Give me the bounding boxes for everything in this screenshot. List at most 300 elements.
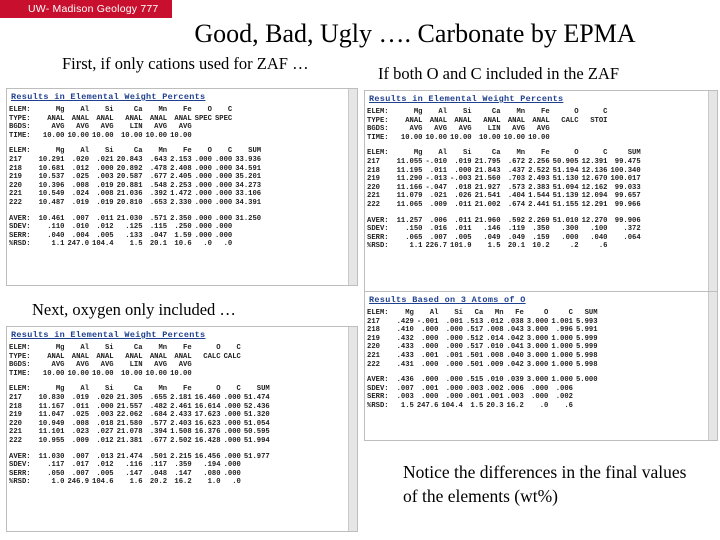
table-cell: .011 bbox=[96, 214, 114, 223]
table-cell: .000 bbox=[445, 360, 463, 369]
table-cell: ANAL bbox=[174, 114, 192, 123]
table-cell: 10.00 bbox=[145, 369, 168, 378]
table-cell: %RSD: bbox=[9, 478, 31, 487]
table-cell: .653 bbox=[149, 198, 168, 207]
table-cell: .000 bbox=[214, 164, 233, 173]
table-cell: .410 bbox=[396, 326, 414, 335]
table-cell: .573 bbox=[507, 183, 526, 192]
table-cell: Si bbox=[104, 385, 114, 394]
table-cell: %RSD: bbox=[367, 401, 389, 410]
table-cell: .110 bbox=[47, 223, 65, 232]
table-cell: 222 bbox=[367, 200, 380, 209]
table-cell: 21.927 bbox=[474, 183, 501, 192]
table-cell: 20.2 bbox=[149, 478, 168, 487]
table-cell: 21.305 bbox=[116, 393, 143, 402]
table-cell bbox=[224, 361, 244, 370]
table-cell: 12.391 bbox=[581, 157, 608, 166]
table-cell: .000 bbox=[194, 164, 212, 173]
table-cell: SUM bbox=[248, 147, 262, 156]
table-cell: Ca bbox=[133, 344, 143, 352]
table-cell: CALC bbox=[561, 116, 579, 125]
table-row bbox=[367, 343, 601, 352]
table-cell: Mg bbox=[413, 149, 423, 158]
table-cell: .004 bbox=[71, 231, 90, 240]
table-cell: 220 bbox=[367, 343, 380, 352]
table-cell: AVG bbox=[409, 125, 423, 134]
table-cell: .429 bbox=[396, 317, 414, 326]
table-cell: AVER: bbox=[9, 214, 31, 223]
table-cell: Al bbox=[438, 149, 448, 158]
table-cell: .6 bbox=[564, 401, 573, 410]
table-cell: .372 bbox=[623, 225, 641, 234]
table-cell: .115 bbox=[149, 223, 168, 232]
table-cell: AVG bbox=[100, 123, 114, 132]
table-cell bbox=[235, 223, 264, 232]
results-grid bbox=[367, 108, 644, 251]
table-cell: O bbox=[216, 344, 221, 352]
table-cell: Fe bbox=[183, 385, 192, 394]
table-cell: 10.00 bbox=[170, 131, 192, 140]
table-cell: 16.376 bbox=[194, 428, 221, 437]
table-cell: .000 bbox=[214, 190, 233, 199]
table-cell: .000 bbox=[194, 173, 212, 182]
table-spacer bbox=[9, 140, 264, 147]
table-cell: 10.00 bbox=[120, 131, 143, 140]
table-cell: .674 bbox=[507, 200, 526, 209]
table-cell: .119 bbox=[507, 225, 526, 234]
table-cell: 2.493 bbox=[528, 175, 550, 184]
table-cell: Mn bbox=[516, 149, 526, 158]
table-cell: Si bbox=[104, 147, 114, 156]
table-cell: 10.00 bbox=[42, 369, 65, 378]
table-column-header bbox=[367, 309, 601, 318]
table-cell: Si bbox=[454, 309, 463, 317]
table-cell: SERR: bbox=[9, 469, 31, 478]
table-cell: .000 bbox=[421, 376, 439, 385]
table-cell: 2.153 bbox=[170, 155, 192, 164]
table-cell: .501 bbox=[466, 360, 484, 369]
scrollbar[interactable] bbox=[348, 89, 357, 285]
table-cell: 16.2 bbox=[174, 478, 192, 487]
table-cell: .677 bbox=[149, 436, 168, 445]
table-cell: .002 bbox=[486, 384, 504, 393]
table-cell: 20.1 bbox=[507, 242, 526, 251]
table-cell: O bbox=[216, 385, 221, 394]
table-cell: .038 bbox=[506, 317, 524, 326]
table-cell: 10.00 bbox=[120, 369, 143, 378]
table-cell: 1.508 bbox=[170, 428, 192, 437]
table-cell: .000 bbox=[421, 360, 439, 369]
table-cell: 20.843 bbox=[116, 155, 143, 164]
table-cell: C bbox=[236, 344, 241, 352]
table-cell: 20.810 bbox=[116, 198, 143, 207]
table-cell: .000 bbox=[445, 326, 463, 335]
table-cell: 50.905 bbox=[552, 157, 579, 166]
panel-title: Results in Elemental Weight Percents bbox=[11, 92, 206, 102]
table-cell: ELEM: bbox=[9, 385, 31, 394]
table-cell bbox=[235, 240, 264, 249]
table-cell: .007 bbox=[71, 214, 90, 223]
table-cell: Fe bbox=[183, 147, 192, 156]
table-cell: .047 bbox=[149, 231, 168, 240]
table-cell: O bbox=[207, 106, 212, 114]
table-cell: .019 bbox=[96, 181, 114, 190]
table-cell: SDEV: bbox=[367, 225, 389, 234]
table-cell: 11.257 bbox=[396, 216, 423, 225]
table-cell: .392 bbox=[149, 190, 168, 199]
table-cell: .478 bbox=[149, 164, 168, 173]
table-cell: ANAL bbox=[149, 114, 168, 123]
table-cell: 104.6 bbox=[92, 478, 114, 487]
table-cell: 5.993 bbox=[575, 317, 598, 326]
table-row bbox=[367, 361, 601, 370]
table-cell: BGDS: bbox=[9, 361, 31, 370]
table-stat-row bbox=[9, 478, 273, 487]
table-cell: LIN bbox=[487, 125, 501, 134]
table-cell: .000 bbox=[421, 343, 439, 352]
results-table bbox=[7, 344, 357, 487]
table-cell: .017 bbox=[71, 461, 90, 470]
scrollbar[interactable] bbox=[708, 292, 717, 440]
table-cell: .011 bbox=[454, 200, 472, 209]
table-cell: 99.906 bbox=[614, 216, 641, 225]
table-row bbox=[367, 184, 644, 193]
table-cell: .000 bbox=[214, 198, 233, 207]
table-cell: ELEM: bbox=[9, 106, 31, 114]
table-cell bbox=[244, 478, 273, 487]
table-cell: -.013 bbox=[425, 175, 448, 184]
table-cell: 1.000 bbox=[551, 334, 573, 343]
table-cell: 21.560 bbox=[474, 175, 501, 184]
table-cell: .000 bbox=[445, 393, 463, 402]
table-cell bbox=[195, 370, 224, 379]
table-cell: O bbox=[574, 149, 579, 158]
table-cell: 221 bbox=[9, 190, 22, 199]
table-cell: 21.580 bbox=[116, 419, 143, 428]
table-cell: .000 bbox=[421, 326, 439, 335]
table-cell: .000 bbox=[214, 155, 233, 164]
table-cell: 2.269 bbox=[528, 216, 550, 225]
table-row bbox=[367, 326, 601, 335]
table-cell: Ca bbox=[133, 385, 143, 394]
table-cell: AVG bbox=[76, 123, 90, 132]
table-cell: ANAL bbox=[125, 352, 143, 361]
table-cell: .512 bbox=[466, 334, 484, 343]
table-column-header bbox=[9, 147, 264, 156]
course-badge: UW- Madison Geology 777 bbox=[0, 0, 172, 18]
table-cell: .012 bbox=[96, 223, 114, 232]
table-cell: AVG bbox=[434, 125, 448, 134]
table-cell: 1.000 bbox=[551, 343, 573, 352]
table-stat-row bbox=[9, 240, 264, 249]
results-grid bbox=[367, 309, 601, 411]
table-cell: Fe bbox=[515, 309, 524, 317]
table-cell: .515 bbox=[466, 376, 484, 385]
table-cell: AVG bbox=[178, 361, 192, 370]
table-cell: AVG bbox=[458, 125, 472, 134]
table-cell: 1.472 bbox=[170, 190, 192, 199]
table-header-row bbox=[9, 344, 273, 353]
table-cell: LIN bbox=[129, 123, 143, 132]
table-cell: ANAL bbox=[96, 114, 114, 123]
table-cell: .432 bbox=[396, 334, 414, 343]
table-cell: .6 bbox=[598, 242, 608, 251]
table-row bbox=[367, 175, 644, 184]
table-cell: ELEM: bbox=[367, 309, 389, 317]
table-cell: 2.403 bbox=[170, 419, 192, 428]
table-cell: 2.433 bbox=[170, 411, 192, 420]
table-cell: .194 bbox=[203, 461, 221, 470]
table-row bbox=[9, 165, 264, 174]
table-cell: .003 bbox=[96, 411, 114, 420]
table-cell: O bbox=[207, 147, 212, 156]
table-row bbox=[367, 192, 644, 201]
table-cell: .0 bbox=[223, 240, 233, 249]
table-cell: 51.977 bbox=[243, 452, 270, 461]
table-cell: 2.502 bbox=[170, 436, 192, 445]
table-cell: .436 bbox=[396, 376, 414, 385]
table-cell: .000 bbox=[531, 384, 549, 393]
table-cell: ANAL bbox=[174, 352, 192, 361]
table-cell: 3.000 bbox=[526, 360, 549, 369]
table-stat-row bbox=[9, 470, 273, 479]
table-cell: 3.000 bbox=[526, 343, 549, 352]
table-cell: 34.591 bbox=[235, 164, 262, 173]
table-cell: 16.428 bbox=[194, 436, 221, 445]
table-cell: 50.595 bbox=[243, 428, 270, 437]
table-cell: ANAL bbox=[47, 352, 65, 361]
results-table bbox=[365, 309, 717, 411]
table-cell: .008 bbox=[486, 351, 504, 360]
table-cell: 51.474 bbox=[243, 393, 270, 402]
table-cell: .003 bbox=[506, 393, 524, 402]
table-cell: AVG bbox=[178, 123, 192, 132]
table-cell: 1.001 bbox=[551, 317, 573, 326]
table-cell: 99.966 bbox=[614, 200, 641, 209]
table-cell: TYPE: bbox=[9, 114, 31, 123]
scrollbar[interactable] bbox=[348, 327, 357, 531]
table-cell: 219 bbox=[9, 411, 22, 420]
table-cell: 1.5 bbox=[470, 401, 484, 410]
table-cell: 2.330 bbox=[170, 198, 192, 207]
table-cell: .000 bbox=[561, 233, 579, 242]
table-cell: 101.9 bbox=[450, 242, 472, 251]
table-cell: Mn bbox=[158, 147, 168, 156]
table-cell: .019 bbox=[96, 198, 114, 207]
table-cell: Al bbox=[80, 385, 90, 394]
table-cell: 1.544 bbox=[528, 192, 550, 201]
table-cell: TYPE: bbox=[9, 352, 31, 361]
table-cell: 2.215 bbox=[170, 452, 192, 461]
table-cell: 10.00 bbox=[425, 133, 448, 142]
table-cell: 5.991 bbox=[575, 326, 598, 335]
table-cell: Al bbox=[80, 106, 90, 114]
table-cell bbox=[244, 470, 273, 479]
table-cell: ANAL bbox=[454, 116, 472, 125]
panel-title: Results Based on 3 Atoms of O bbox=[369, 295, 526, 305]
table-cell: 20.587 bbox=[116, 173, 143, 182]
table-cell: 20.892 bbox=[116, 164, 143, 173]
table-cell: 51.130 bbox=[552, 175, 579, 184]
table-cell: .007 bbox=[71, 469, 90, 478]
table-cell: 99.657 bbox=[614, 192, 641, 201]
table-cell: .513 bbox=[466, 317, 484, 326]
table-cell: .005 bbox=[96, 469, 114, 478]
table-cell: .025 bbox=[71, 173, 90, 182]
table-cell: 219 bbox=[367, 334, 380, 343]
table-cell: .019 bbox=[454, 157, 472, 166]
table-cell: .672 bbox=[507, 157, 526, 166]
table-column-header bbox=[367, 149, 644, 158]
table-cell: .003 bbox=[466, 384, 484, 393]
table-cell: 52.436 bbox=[243, 402, 270, 411]
table-cell: 3.000 bbox=[526, 334, 549, 343]
table-cell: 21.843 bbox=[474, 166, 501, 175]
table-cell: 3.000 bbox=[526, 326, 549, 335]
table-cell: 16.456 bbox=[194, 452, 221, 461]
table-cell: .000 bbox=[223, 461, 241, 470]
table-cell: .548 bbox=[149, 181, 168, 190]
table-cell: AVER: bbox=[367, 216, 389, 225]
table-cell: .501 bbox=[466, 351, 484, 360]
table-cell: 5.998 bbox=[575, 351, 598, 360]
table-row bbox=[367, 167, 644, 176]
table-cell: .000 bbox=[194, 181, 212, 190]
table-cell: .003 bbox=[96, 173, 114, 182]
table-cell: 5.999 bbox=[575, 334, 598, 343]
table-cell: BGDS: bbox=[367, 125, 389, 134]
table-cell: ANAL bbox=[507, 116, 526, 125]
table-cell: .125 bbox=[125, 223, 143, 232]
table-cell: Mg bbox=[413, 108, 423, 116]
table-cell: 2.383 bbox=[528, 183, 550, 192]
table-cell: 11.195 bbox=[396, 166, 423, 175]
table-cell: .027 bbox=[96, 428, 114, 437]
table-cell: .042 bbox=[506, 334, 524, 343]
table-cell: .571 bbox=[149, 214, 168, 223]
table-cell: 217 bbox=[367, 157, 380, 166]
table-row bbox=[9, 199, 264, 208]
table-cell: 51.194 bbox=[552, 166, 579, 175]
table-header-row bbox=[9, 115, 264, 124]
table-cell: Ca bbox=[133, 147, 143, 156]
table-cell: .517 bbox=[466, 326, 484, 335]
scrollbar[interactable] bbox=[708, 91, 717, 291]
table-cell: 10.549 bbox=[38, 190, 65, 199]
table-row bbox=[9, 394, 273, 403]
table-cell: 219 bbox=[9, 173, 22, 182]
table-cell: Si bbox=[104, 344, 114, 352]
table-row bbox=[9, 173, 264, 182]
table-row bbox=[9, 182, 264, 191]
table-header-row bbox=[9, 132, 264, 141]
table-cell: Fe bbox=[541, 149, 550, 158]
table-cell: C bbox=[227, 106, 233, 114]
table-cell: ANAL bbox=[149, 352, 168, 361]
table-cell: -.047 bbox=[425, 183, 448, 192]
table-cell: 2.253 bbox=[170, 181, 192, 190]
table-cell: .012 bbox=[96, 436, 114, 445]
subtitle-oxygen-only: Next, oxygen only included … bbox=[32, 300, 236, 319]
table-cell: Al bbox=[80, 147, 90, 156]
table-spacer bbox=[367, 369, 601, 376]
table-cell: 1.000 bbox=[551, 360, 573, 369]
table-cell: .117 bbox=[47, 461, 65, 470]
table-cell bbox=[582, 134, 611, 143]
table-row bbox=[9, 437, 273, 446]
table-cell: .001 bbox=[486, 393, 504, 402]
table-cell: 247.6 bbox=[416, 401, 439, 410]
table-cell: Fe bbox=[183, 106, 192, 114]
table-cell: .001 bbox=[466, 393, 484, 402]
table-cell: ELEM: bbox=[367, 108, 389, 116]
table-cell bbox=[195, 361, 224, 370]
table-cell: .016 bbox=[429, 225, 448, 234]
table-cell: .011 bbox=[71, 402, 90, 411]
table-cell: .000 bbox=[223, 402, 241, 411]
table-header-row bbox=[367, 117, 644, 126]
table-cell: .000 bbox=[214, 181, 233, 190]
table-cell: .000 bbox=[223, 419, 241, 428]
table-cell: .996 bbox=[555, 326, 573, 335]
table-cell: 11.055 bbox=[396, 157, 423, 166]
table-cell: 20.3 bbox=[486, 401, 504, 410]
table-cell: .000 bbox=[194, 231, 212, 240]
table-cell: Mn bbox=[158, 385, 168, 394]
table-cell: ANAL bbox=[47, 114, 65, 123]
table-cell: .009 bbox=[429, 200, 448, 209]
table-cell: 99.033 bbox=[614, 183, 641, 192]
table-cell: .394 bbox=[149, 428, 168, 437]
table-row bbox=[367, 352, 601, 361]
table-cell bbox=[224, 370, 244, 379]
table-cell: SERR: bbox=[367, 393, 389, 402]
table-cell: 34.273 bbox=[235, 181, 262, 190]
table-stat-row bbox=[367, 376, 601, 385]
table-cell: TYPE: bbox=[367, 116, 389, 125]
table-cell: .000 bbox=[223, 469, 241, 478]
table-cell: 21.557 bbox=[116, 402, 143, 411]
table-cell bbox=[553, 134, 582, 143]
table-cell: .703 bbox=[507, 175, 526, 184]
table-cell: 10.00 bbox=[170, 369, 192, 378]
table-cell: 22.062 bbox=[116, 411, 143, 420]
subtitle-cations-only: First, if only cations used for ZAF … bbox=[62, 54, 309, 73]
table-cell: Ca bbox=[474, 309, 484, 317]
table-cell: 10.00 bbox=[42, 131, 65, 140]
table-cell: AVG bbox=[100, 361, 114, 370]
table-cell: C bbox=[568, 309, 573, 317]
table-cell: 35.201 bbox=[235, 173, 262, 182]
table-cell: .001 bbox=[421, 351, 439, 360]
table-cell: .000 bbox=[96, 164, 114, 173]
table-cell bbox=[610, 242, 643, 251]
table-cell: .049 bbox=[483, 233, 501, 242]
table-cell: .007 bbox=[429, 233, 448, 242]
table-cell: 5.000 bbox=[575, 376, 598, 385]
table-cell: 10.537 bbox=[38, 173, 65, 182]
table-row bbox=[367, 201, 644, 210]
table-cell: .433 bbox=[396, 351, 414, 360]
table-cell: 2.461 bbox=[170, 402, 192, 411]
table-cell: .000 bbox=[445, 376, 463, 385]
table-cell: 222 bbox=[9, 198, 22, 207]
table-cell: 10.00 bbox=[450, 133, 472, 142]
table-cell: CALC bbox=[223, 352, 241, 361]
panel-title: Results in Elemental Weight Percents bbox=[369, 94, 564, 104]
table-cell: 1.000 bbox=[551, 351, 573, 360]
table-cell: .0 bbox=[232, 478, 241, 487]
